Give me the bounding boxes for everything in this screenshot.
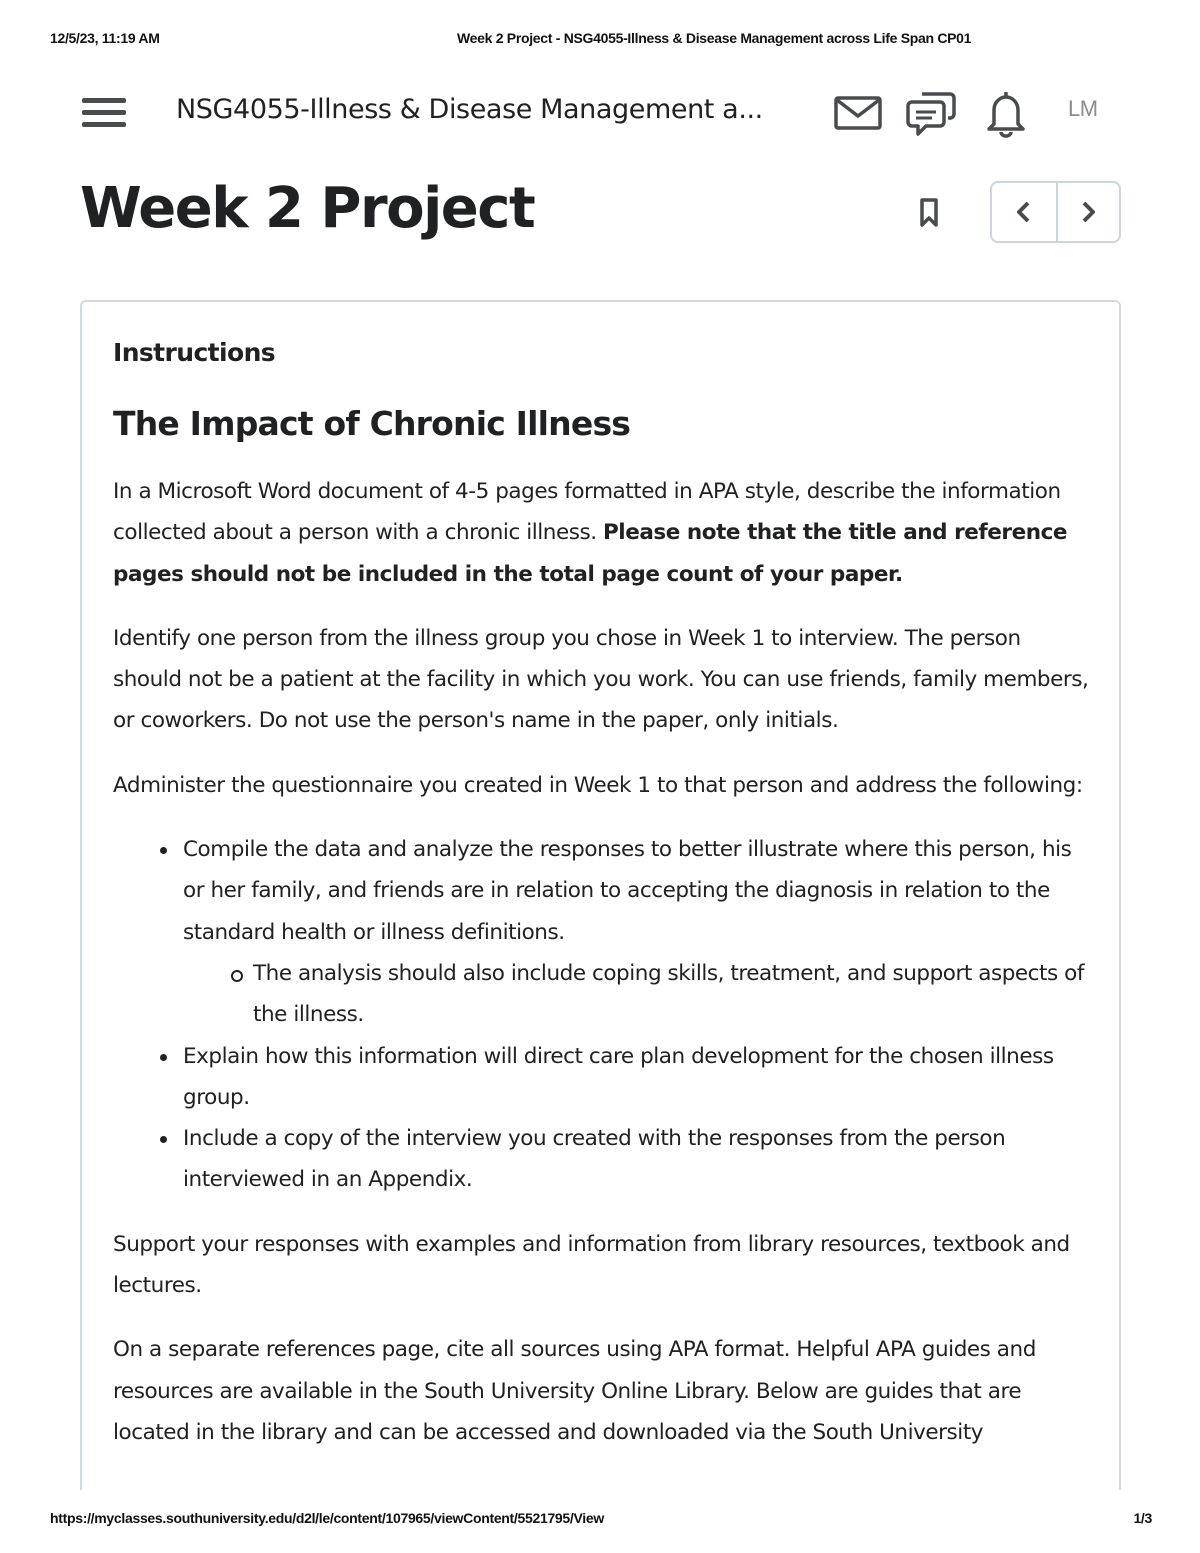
chat-icon[interactable]: [906, 88, 958, 138]
list-item-text: Compile the data and analyze the responses to better illustrate where this person, his or her family, and friends are in relation to accepting the diagnosis in relation to the standard health or illness definitions.: [183, 837, 1072, 945]
course-title[interactable]: NSG4055-Illness & Disease Management a...: [176, 94, 763, 125]
top-navbar: [80, 82, 1120, 144]
print-page-number: 1/3: [1133, 1510, 1152, 1526]
print-datetime: 12/5/23, 11:19 AM: [50, 30, 160, 46]
sub-list: [183, 953, 1093, 1036]
paragraph-references: On a separate references page, cite all sources using APA format. Helpful APA guides and resources are available in the South University Online Library. Below are guides that are located in the library and can be accessed and downloaded via the South University: [113, 1337, 1036, 1445]
previous-topic-button[interactable]: [992, 183, 1056, 241]
print-header: [50, 30, 1152, 50]
chevron-left-icon: [1014, 200, 1034, 224]
mail-icon[interactable]: [832, 88, 884, 138]
list-item: Explain how this information will direct care plan development for the chosen illness group.: [113, 1036, 1093, 1119]
print-footer: [50, 1510, 1152, 1530]
requirements-list: [113, 829, 1093, 1201]
next-topic-button[interactable]: [1056, 183, 1120, 241]
print-document-title: Week 2 Project - NSG4055-Illness & Disease Management across Life Span CP01: [457, 30, 972, 46]
hamburger-menu-icon[interactable]: [80, 94, 128, 132]
avatar[interactable]: LM: [1068, 96, 1098, 121]
paragraph-interview-subject: Identify one person from the illness group you chose in Week 1 to interview. The person should not be a patient at the facility in which you work. You can use friends, family members, or coworkers. Do not use the person's name in the paper, only initials.: [113, 625, 1089, 734]
list-item: [113, 829, 1093, 1035]
paragraph-assignment-overview: [113, 471, 1093, 595]
section-title: The Impact of Chronic Illness: [113, 404, 631, 443]
instructions-content: [113, 338, 1093, 1453]
print-url: https://myclasses.southuniversity.edu/d2l/le/content/107965/viewContent/5521795/View: [50, 1510, 604, 1526]
list-item: Include a copy of the interview you created with the responses from the person interviewed in an Appendix.: [113, 1118, 1093, 1201]
paragraph-text: In a Microsoft Word document of 4-5 pages formatted in APA style, describe the information collected about a person with a chronic illness.: [113, 479, 1061, 546]
paragraph-questionnaire: Administer the questionnaire you created in Week 1 to that person and address the following:: [113, 772, 1083, 798]
instructions-card: [80, 300, 1121, 1553]
page-title: Week 2 Project: [80, 176, 535, 241]
chevron-right-icon: [1078, 200, 1098, 224]
bookmark-icon[interactable]: [916, 197, 942, 229]
paragraph-support: Support your responses with examples and information from library resources, textbook and lectures.: [113, 1231, 1070, 1299]
topic-pager: [990, 181, 1121, 243]
page-count-note: Please note that the title and reference pages should not be included in the total page count of your paper.: [113, 520, 1067, 587]
sub-list-item: The analysis should also include coping skills, treatment, and support aspects of the illness.: [183, 953, 1093, 1036]
bell-icon[interactable]: [980, 88, 1032, 138]
instructions-label: Instructions: [113, 338, 276, 367]
